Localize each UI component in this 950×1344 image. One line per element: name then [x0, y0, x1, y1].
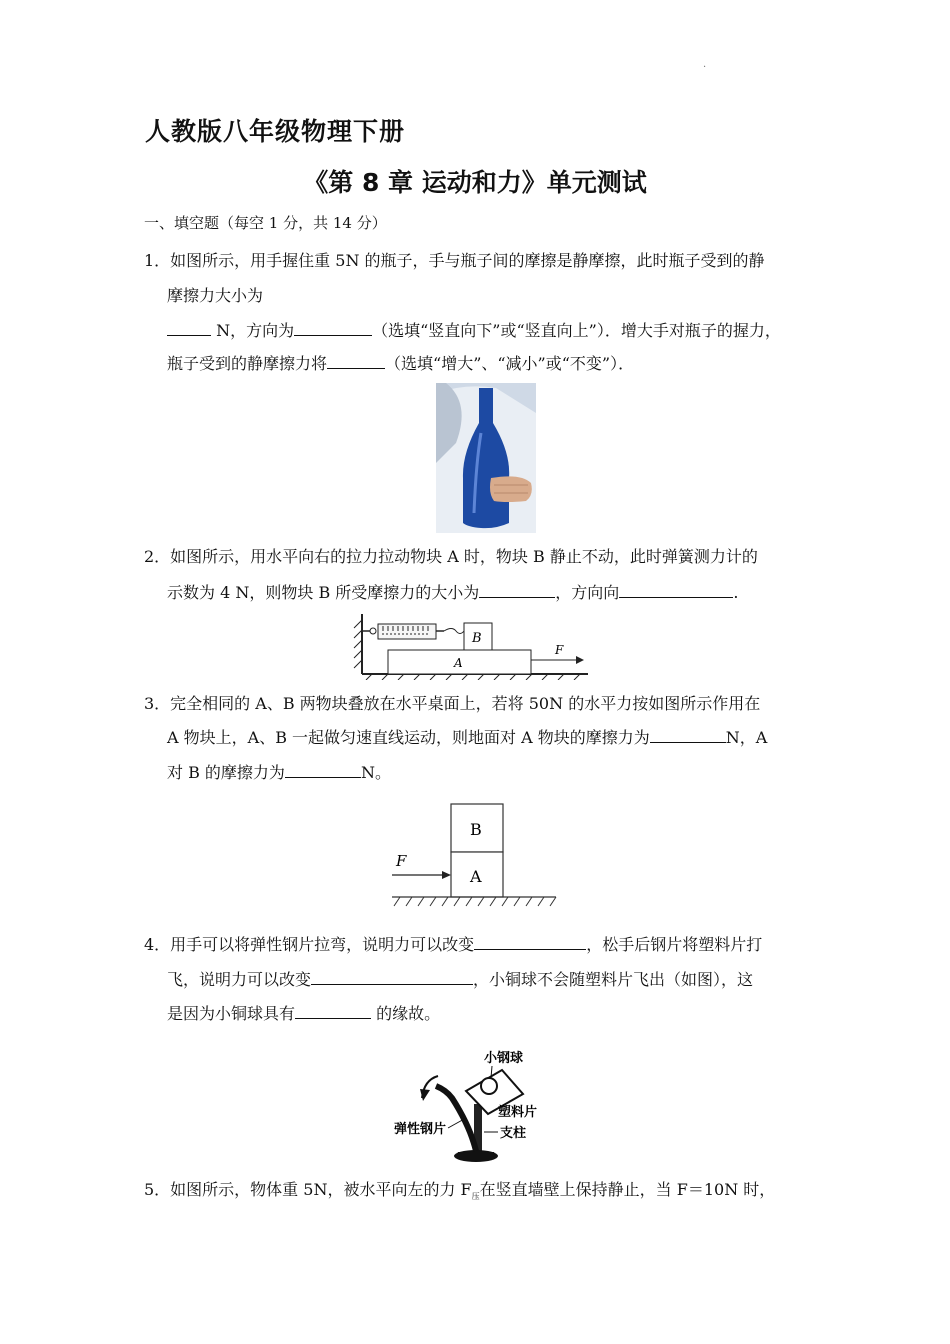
q3-line1: 3．完全相同的 A、B 两物块叠放在水平桌面上，若将 50N 的水平力按如图所示作用在: [144, 694, 761, 713]
answer-blank[interactable]: [294, 321, 372, 336]
q3-line2: [167, 725, 767, 748]
q4-line2-text-b: ，小铜球不会随塑料片飞出（如图），这: [473, 970, 754, 989]
label-plastic-piece: 塑料片: [498, 1105, 538, 1120]
label-post: 支柱: [500, 1126, 527, 1141]
steel-strip-diagram: [390, 1046, 550, 1166]
q1-line4-text-a: 瓶子受到的静摩擦力将: [167, 354, 328, 373]
q5-line1: [144, 1177, 775, 1202]
answer-blank[interactable]: [311, 970, 473, 985]
q5-line1-text-a: 5．如图所示，物体重 5N，被水平向左的力 F: [144, 1180, 472, 1199]
q5-line1-text-b: 在竖直墙壁上保持静止，当 F＝10N 时，: [479, 1180, 776, 1199]
q1-line3: [167, 318, 781, 341]
q3-line2-text-a: A 物块上，A、B 一起做匀速直线运动，则地面对 A 物块的摩擦力为: [167, 728, 650, 747]
q4-line3: [167, 1001, 440, 1024]
q2-line2-text-c: .: [733, 583, 739, 602]
label-small-ball: 小钢球: [484, 1051, 524, 1066]
q3-line3-text-b: N。: [360, 763, 391, 782]
block-a-label: A: [454, 656, 463, 670]
q1-line1: 1．如图所示，用手握住重 5N 的瓶子，手与瓶子间的摩擦是静摩擦，此时瓶子受到的静: [144, 251, 765, 270]
q1-line3-text-b: （选填“竖直向下”或“竖直向上”）．增大手对瓶子的握力，: [372, 321, 781, 340]
q4-line2-text-a: 飞，说明力可以改变: [167, 970, 312, 989]
force-f-label: F: [396, 852, 407, 870]
block-b-label: B: [470, 820, 482, 839]
force-f-label: F: [555, 643, 564, 657]
answer-blank[interactable]: [295, 1004, 371, 1019]
q4-line1: [144, 932, 762, 955]
q2-line1: 2．如图所示，用水平向右的拉力拉动物块 A 时，物块 B 静止不动，此时弹簧测力计的: [144, 547, 758, 566]
q2-line2: [167, 580, 738, 603]
q2-line2-text-a: 示数为 4 N，则物块 B 所受摩擦力的大小为: [167, 583, 480, 602]
answer-blank[interactable]: [479, 583, 555, 598]
q4-line1-text-a: 4．用手可以将弹性钢片拉弯，说明力可以改变: [144, 935, 475, 954]
answer-blank[interactable]: [285, 763, 361, 778]
q3-line2-text-b: N，A: [725, 728, 768, 747]
q3-line3: [167, 760, 391, 783]
q4-line3-text-a: 是因为小铜球具有: [167, 1004, 296, 1023]
answer-blank[interactable]: [619, 583, 733, 598]
label-steel-strip: 弹性钢片: [394, 1122, 447, 1137]
page-title: 人教版八年级物理下册: [145, 117, 406, 146]
q4-line2: [167, 967, 753, 990]
q1-line2: 摩擦力大小为: [167, 286, 264, 305]
stacked-blocks-diagram: [386, 802, 558, 910]
spring-scale-diagram: [348, 612, 593, 680]
q1-line4-text-b: （选填“增大”、“减小”或“不变”）．: [385, 354, 635, 373]
q1-line3-text-a: N，方向为: [211, 321, 295, 340]
q4-line1-text-b: ，松手后钢片将塑料片打: [586, 935, 763, 954]
section-heading: 一、填空题（每空 1 分，共 14 分）: [144, 214, 387, 232]
block-b-label: B: [472, 631, 482, 646]
answer-blank[interactable]: [167, 321, 211, 336]
bottle-photo: [436, 383, 536, 533]
q4-line3-text-b: 的缘故。: [371, 1004, 441, 1023]
q3-line3-text-a: 对 B 的摩擦力为: [167, 763, 285, 782]
answer-blank[interactable]: [474, 935, 586, 950]
chapter-title: 《第 8 章 运动和力》单元测试: [303, 168, 647, 197]
q2-line2-text-b: ，方向向: [555, 583, 620, 602]
answer-blank[interactable]: [327, 354, 385, 369]
block-a-label: A: [470, 867, 482, 886]
answer-blank[interactable]: [650, 728, 726, 743]
q1-line4: [167, 351, 634, 374]
q5-subscript: 压: [471, 1192, 480, 1202]
header-mark: ·: [703, 62, 707, 73]
